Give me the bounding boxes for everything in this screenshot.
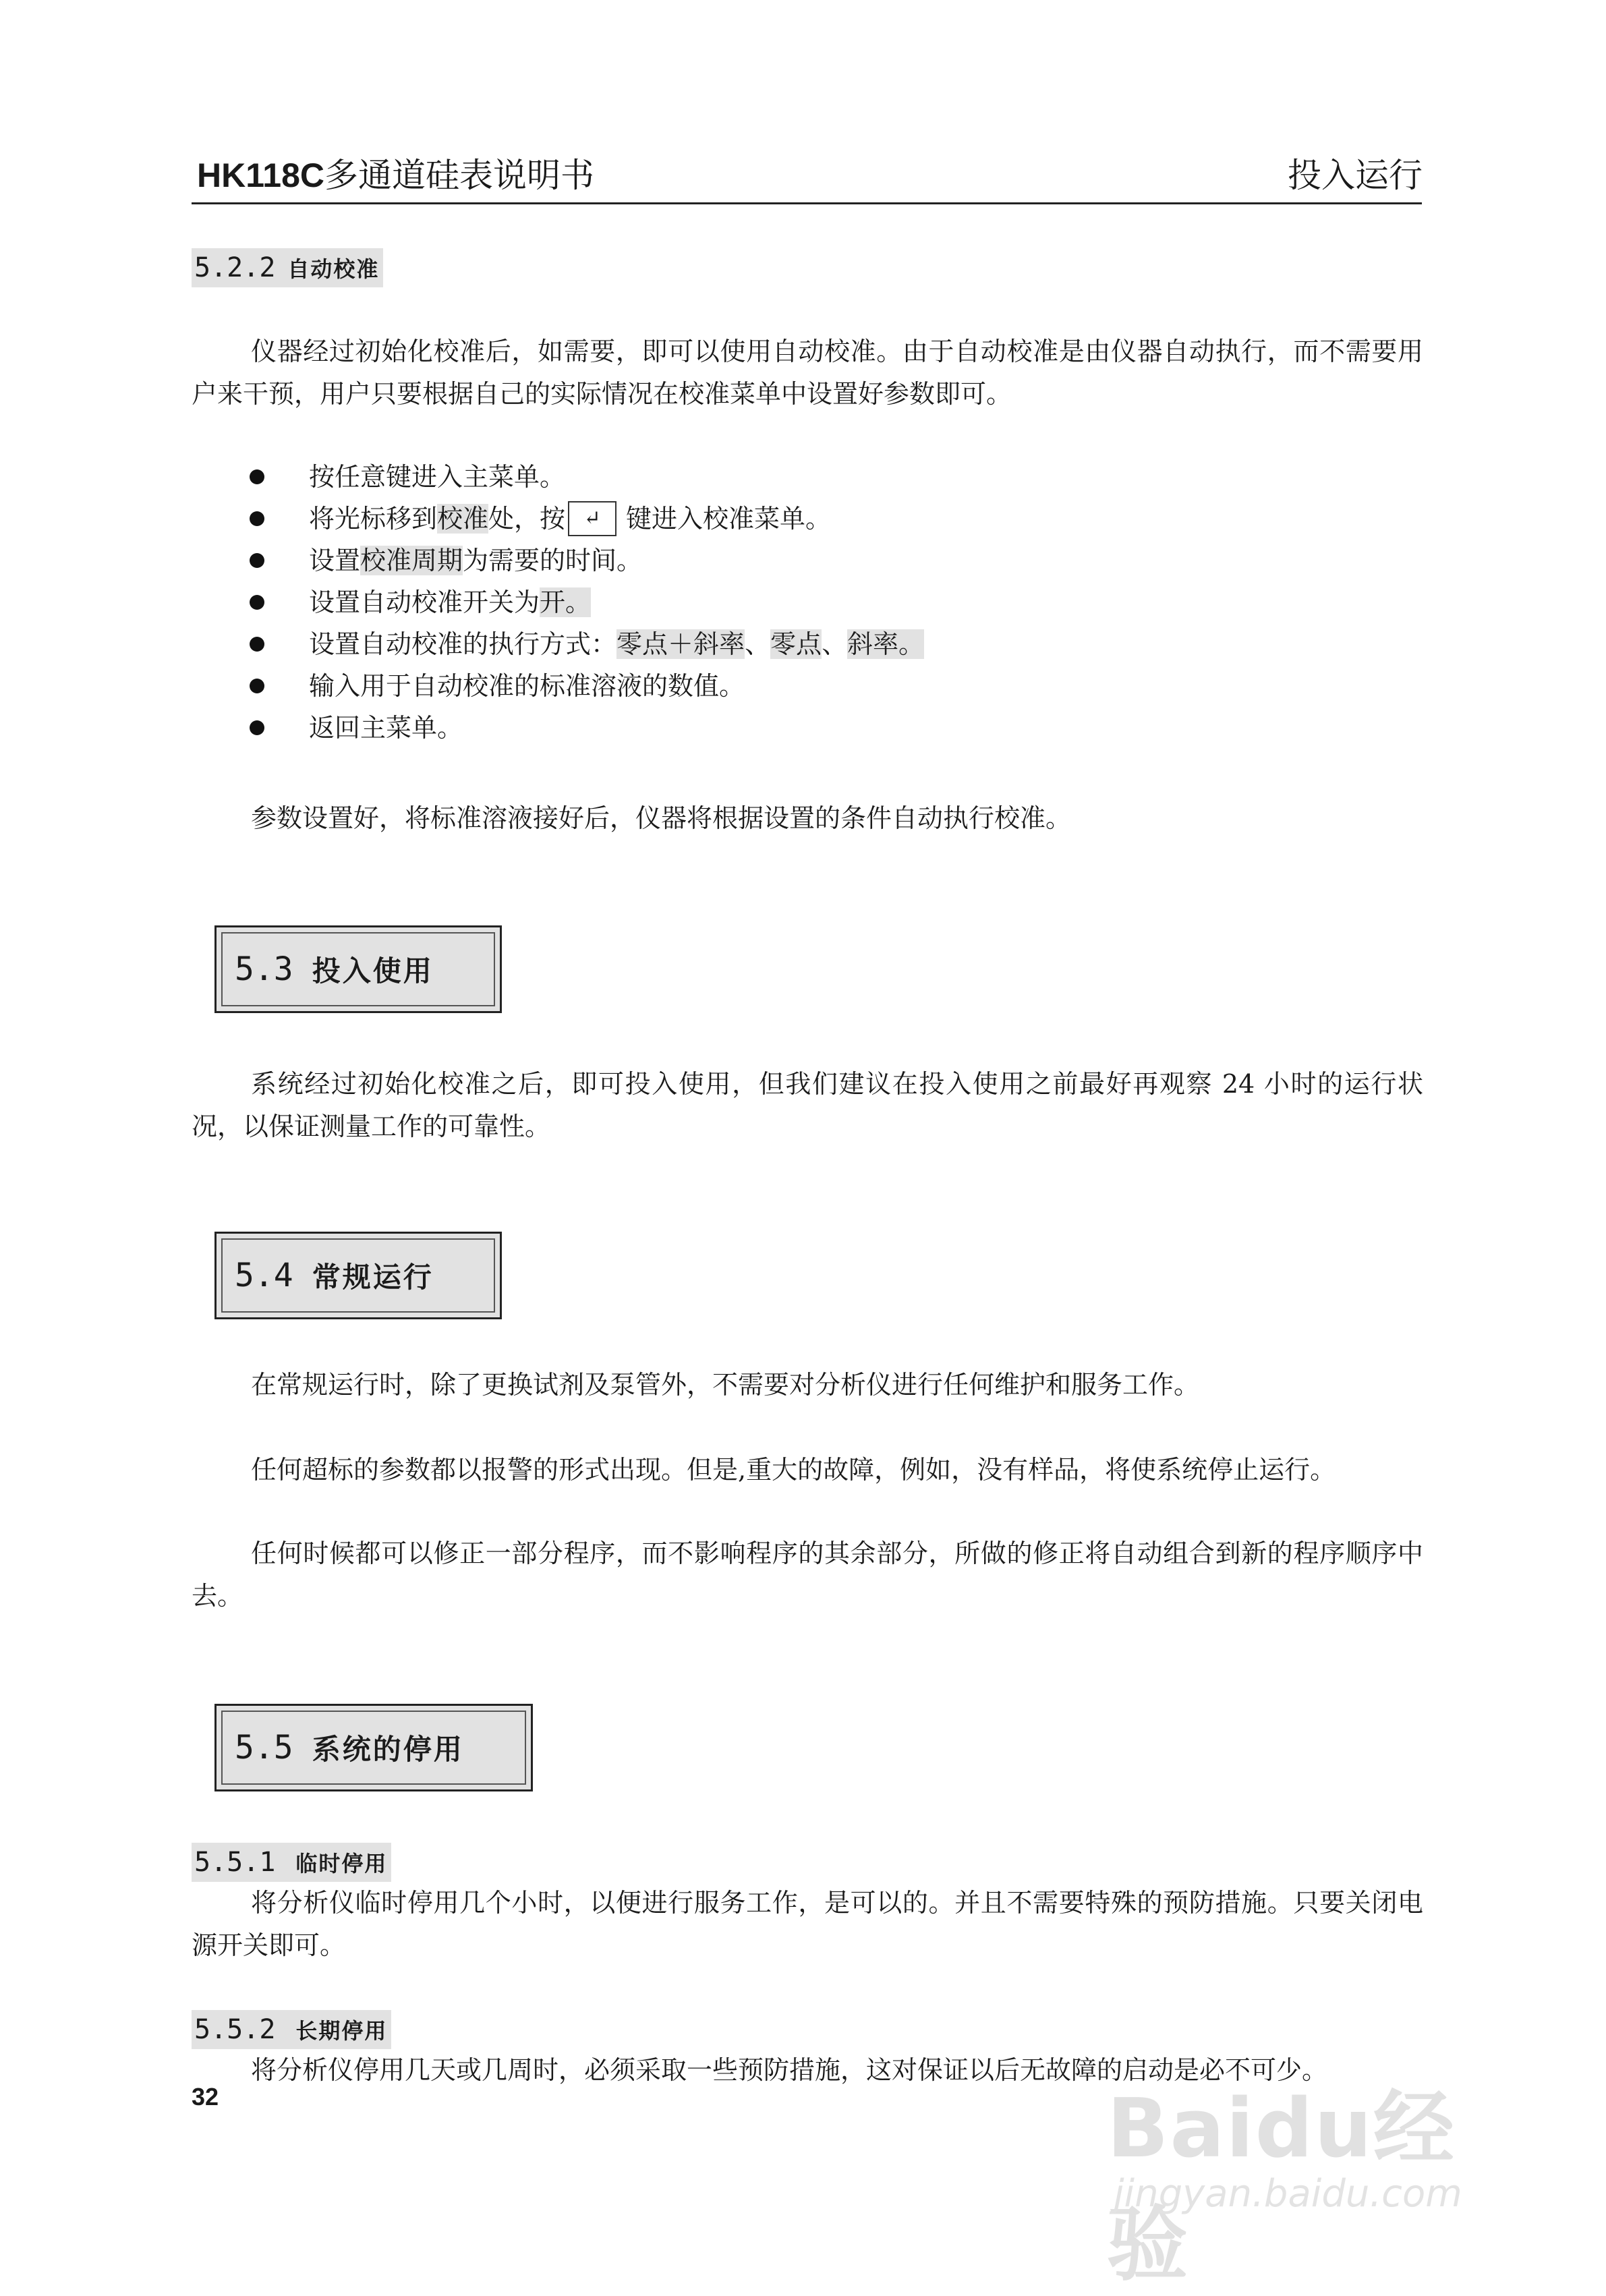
watermark-brand: Baidu经验 <box>1107 2082 1456 2292</box>
section-title: 常规运行 <box>312 1261 434 1294</box>
bullet-icon <box>250 679 264 693</box>
bullet-icon <box>250 637 264 652</box>
paragraph-program-modification: 任何时候都可以修正一部分程序，而不影响程序的其余部分，所做的修正将自动组合到新的程序顺序中去。 <box>192 1539 1423 1611</box>
calibration-steps-list <box>250 456 924 749</box>
manual-title: 多通道硅表说明书 <box>324 156 594 195</box>
list-item: 返回主菜单。 <box>250 707 924 749</box>
document-title <box>197 155 594 196</box>
section-number: 5.4 <box>235 1257 293 1294</box>
list-item: 按任意键进入主菜单。 <box>250 456 924 498</box>
enter-key-icon: ↵ <box>568 501 616 536</box>
subheading-5-5-2 <box>192 2010 391 2049</box>
subheading-title: 自动校准 <box>287 256 380 282</box>
section-title: 投入使用 <box>312 954 434 987</box>
baidu-watermark <box>1107 2064 1512 2292</box>
subheading-number: 5.5.1 <box>194 1847 276 1878</box>
paragraph-temporary-shutdown: 将分析仪临时停用几个小时，以便进行服务工作，是可以的。并且不需要特殊的预防措施。只要关闭电源开关即可。 <box>192 1888 1423 1960</box>
menu-term-zero: 零点 <box>770 629 822 659</box>
subheading-5-2-2 <box>192 248 383 287</box>
list-item: 设置自动校准开关为开。 <box>250 581 924 623</box>
paragraph-auto-calibration-intro: 仪器经过初始化校准后，如需要，即可以使用自动校准。由于自动校准是由仪器自动执行，而不需要用户来干预，用户只要根据自己的实际情况在校准菜单中设置好参数即可。 <box>192 337 1423 409</box>
paragraph-long-term-shutdown: 将分析仪停用几天或几周时，必须采取一些预防措施，这对保证以后无故障的启动是必不可少。 <box>251 2055 1328 2085</box>
paragraph-routine-maintenance: 在常规运行时，除了更换试剂及泵管外，不需要对分析仪进行任何维护和服务工作。 <box>251 1370 1200 1400</box>
menu-term-calibration-period: 校准周期 <box>360 546 463 575</box>
section-heading-5-4 <box>214 1232 502 1319</box>
menu-term-calibration: 校准 <box>437 504 489 534</box>
subheading-number: 5.2.2 <box>194 252 276 283</box>
header-rule <box>192 202 1422 204</box>
subheading-title: 临时停用 <box>295 1851 388 1876</box>
bullet-icon <box>250 720 264 735</box>
section-heading-5-5 <box>214 1704 533 1791</box>
page-number: 32 <box>192 2083 219 2111</box>
list-item: 将光标移到校准处，按 ↵ 键进入校准菜单。 <box>250 498 924 540</box>
menu-term-slope: 斜率。 <box>847 629 925 659</box>
chapter-name: 投入运行 <box>1288 156 1423 195</box>
model-number: HK118C <box>197 156 324 194</box>
bullet-icon <box>250 553 264 568</box>
section-number: 5.3 <box>235 950 293 988</box>
section-title: 系统的停用 <box>312 1733 464 1766</box>
subheading-5-5-1 <box>192 1843 391 1882</box>
section-heading-5-3 <box>214 925 502 1013</box>
subheading-title: 长期停用 <box>295 2018 388 2044</box>
list-item: 设置校准周期为需要的时间。 <box>250 540 924 581</box>
bullet-icon <box>250 511 264 526</box>
watermark-url: jingyan.baidu.com <box>1114 2172 1462 2216</box>
list-item: 输入用于自动校准的标准溶液的数值。 <box>250 665 924 707</box>
bullet-icon <box>250 595 264 610</box>
subheading-number: 5.5.2 <box>194 2014 276 2045</box>
bullet-icon <box>250 469 264 484</box>
paragraph-auto-calibration-summary: 参数设置好，将标准溶液接好后，仪器将根据设置的条件自动执行校准。 <box>251 803 1072 833</box>
section-number: 5.5 <box>235 1729 293 1767</box>
menu-term-on: 开。 <box>540 587 592 617</box>
paragraph-alarms: 任何超标的参数都以报警的形式出现。但是,重大的故障，例如，没有样品，将使系统停止运行。 <box>251 1455 1336 1485</box>
list-item: 设置自动校准的执行方式：零点＋斜率、零点、斜率。 <box>250 623 924 665</box>
paragraph-commissioning: 系统经过初始化校准之后，即可投入使用，但我们建议在投入使用之前最好再观察 24 小时的运行状况，以保证测量工作的可靠性。 <box>192 1069 1423 1141</box>
menu-term-zero-slope: 零点＋斜率 <box>616 629 745 659</box>
